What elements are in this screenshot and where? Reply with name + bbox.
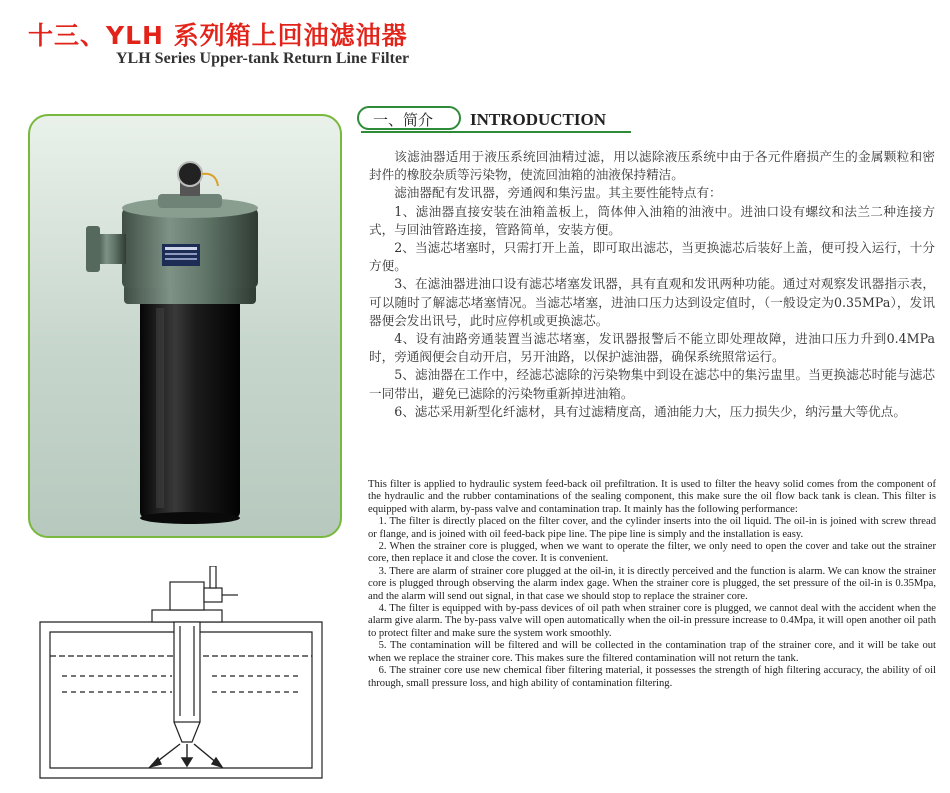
cn-paragraph: 2、当滤芯堵塞时，只需打开上盖，即可取出滤芯，当更换滤芯后装好上盖，便可投入运行，十分方便。 [369,240,935,274]
en-description [368,479,936,690]
cn-paragraph: 该滤油器适用于液压系统回油精过滤，用以滤除液压系统中由于各元件磨损产生的金属颗粒和密封件的橡胶杂质等污染物，使流回油箱的油液保持精洁。 [369,149,935,183]
intro-badge: 一、简介 [357,106,461,130]
cn-paragraph: 滤油器配有发讯器，旁通阀和集污盅。其主要性能特点有： [394,185,722,201]
en-paragraph: 5. The contamination will be filtered and will be collected in the contamination trap of the strainer core, and it will be take out when we replace the strainer core. This makes sure the filtered contamination will not return the tank. [368,640,936,664]
intro-underline [361,131,631,133]
en-paragraph: 1. The filter is directly placed on the filter cover, and the cylinder inserts into the oil liquid. The oil-in is joined with screw thread or flange, and is joined with oil feed-back pipe line. The pipe line is simply and the installation is easy. [368,516,936,540]
cn-paragraph: 1、滤油器直接安装在油箱盖板上，筒体伸入油箱的油液中。进油口设有螺纹和法兰二种连接方式，与回油管路连接，管路简单，安装方便。 [369,203,935,237]
cn-paragraph: 4、设有油路旁通装置当滤芯堵塞，发讯器报警后不能立即处理故障，进油口压力升到0.4MPa时，旁通阀便会自动开启，另开油路，以保护滤油器，确保系统照常运行。 [369,331,935,365]
tank-installation-diagram [22,566,342,788]
intro-heading: INTRODUCTION [470,110,607,129]
cn-paragraph: 5、滤油器在工作中，经滤芯滤除的污染物集中到设在滤芯中的集污盅里。当更换滤芯时能与滤芯一同带出，避免已滤除的污染物重新掉进油箱。 [369,367,935,401]
en-paragraph: 4. The filter is equipped with by-pass devices of oil path when strainer core is plugged, we cannot deal with the accident when the alarm give alarm. The by-pass valve will open automatically when the oil-in pressure increase to 0.4Mpa, it will open another oil path to protect filter and make sure the system work smoothly. [368,603,936,639]
en-paragraph: 6. The strainer core use new chemical fiber filtering material, it possesses the strength of high filtering accuracy, the ability of oil through, small pressure loss, and high ability of contamination filtering. [368,665,936,689]
page-title: 十三、YLH 系列箱上回油滤油器 [28,21,408,50]
en-paragraph: This filter is applied to hydraulic system feed-back oil prefiltration. It is used to filter the heavy solid comes from the component of the hydraulic and the rubber contaminations of the sealing component, this make sure the oil flow back tank is clean. This filter is equipped with alarm, by-pass valve and contamination trap. It mainly has the following performance: [368,479,936,515]
cn-paragraph: 6、滤芯采用新型化纤滤材，具有过滤精度高，通油能力大，压力损失少，纳污量大等优点。 [394,403,906,419]
filter-product-photo [30,116,340,536]
cn-description [369,148,935,421]
cn-paragraph: 3、在滤油器进油口设有滤芯堵塞发讯器，具有直观和发讯两种功能。通过对观察发讯器指示表，可以随时了解滤芯堵塞情况。当滤芯堵塞，进油口压力达到设定值时，（一般设定为0.35MPa），发讯器便会发出讯号，此时应停机或更换滤芯。 [369,276,935,328]
en-paragraph: 2. When the strainer core is plugged, when we want to operate the filter, we only need to open the cover and take out the strainer core, then replace it and close the cover. It is convenient. [368,541,936,565]
product-photo-panel [28,114,342,538]
page-subtitle: YLH Series Upper-tank Return Line Filter [116,50,410,67]
en-paragraph: 3. There are alarm of strainer core plugged at the oil-in, it is directly perceived and the function is alarm. We can know the strainer core is plugged through observing the alarm index gage. When the strainer core is plugged, the set pressure of the oil-in is 0.35Mpa, and the alarm will send out signal, in that case we should stop to replace the strainer core. [368,565,936,602]
